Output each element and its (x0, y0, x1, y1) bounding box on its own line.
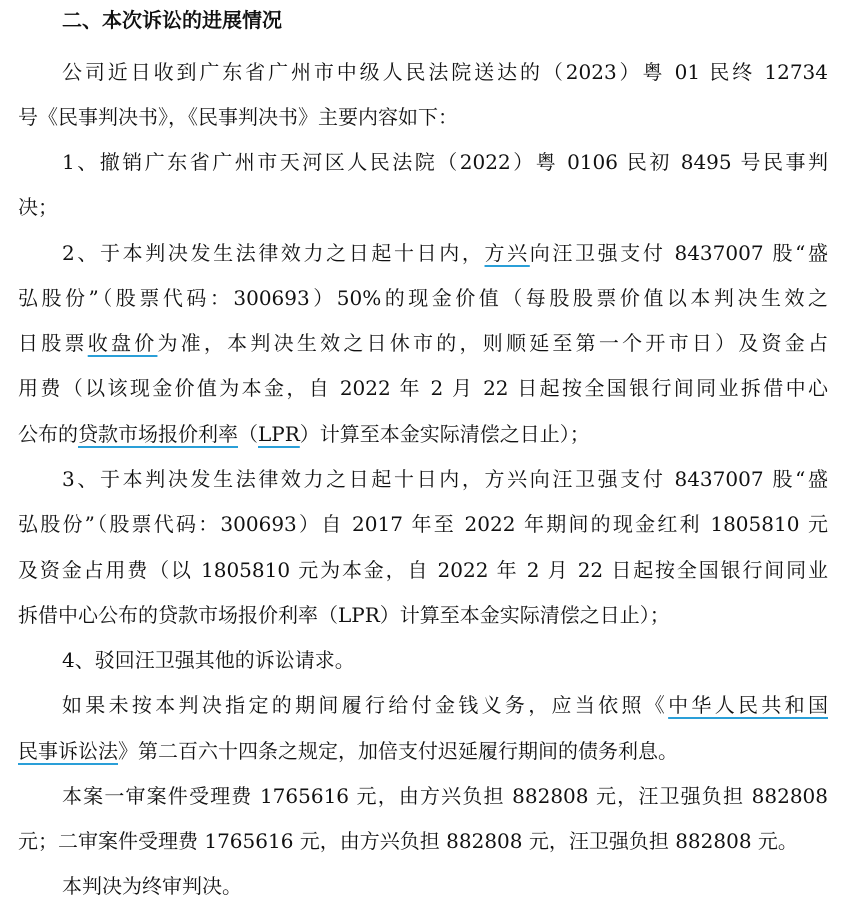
penalty-line-1 (62, 691, 828, 719)
item2-line-3-text: 日股票 (18, 331, 88, 355)
item4-line-1: 4、驳回汪卫强其他的诉讼请求。 (62, 648, 355, 672)
penalty-line-2-rest: 》第二百六十四条之规定，加倍支付迟延履行期间的债务利息。 (118, 739, 678, 763)
intro-line-1: 公司近日收到广东省广州市中级人民法院送达的（2023）粤 01 民终 12734 (62, 60, 828, 84)
item2-line-5 (18, 420, 828, 448)
item3-line-1: 3、于本判决发生法律效力之日起十日内，方兴向汪卫强支付 8437007 股“盛 (62, 467, 828, 491)
link-fangxing[interactable]: 方兴 (484, 241, 530, 265)
item2-line-1-rest: 向汪卫强支付 8437007 股“盛 (529, 241, 828, 265)
item3-line-4: 拆借中心公布的贷款市场报价利率（LPR）计算至本金实际清偿之日止）； (18, 603, 670, 627)
item2-line-2: 弘股份”（股票代码：300693）50%的现金价值（每股股票价值以本判决生效之 (18, 286, 828, 310)
penalty-line-1-text: 如果未按本判决指定的期间履行给付金钱义务，应当依照《 (62, 693, 669, 717)
item2-line-5-text: 公布的 (18, 422, 78, 446)
fees-line-2: 元；二审案件受理费 1765616 元，由方兴负担 882808 元，汪卫强负担 882808 元。 (18, 829, 798, 853)
penalty-line-2 (18, 737, 828, 765)
item3-line-3: 及资金占用费（以 1805810 元为本金，自 2022 年 2 月 22 日起按全国银行间同业 (18, 558, 828, 582)
link-lpr-rate[interactable]: 贷款市场报价利率 (78, 422, 238, 446)
link-civil-procedure-law-2[interactable]: 民事诉讼法 (18, 739, 118, 763)
section-heading: 二、本次诉讼的进展情况 (62, 8, 282, 32)
item2-line-5-rest: ）计算至本金实际清偿之日止）； (299, 422, 590, 446)
item2-line-5-paren: （ (238, 422, 258, 446)
item2-line-1-text: 2、于本判决发生法律效力之日起十日内， (62, 241, 485, 265)
item3-line-2: 弘股份”（股票代码：300693）自 2017 年至 2022 年期间的现金红利 1805810 元 (18, 512, 828, 536)
item2-line-3 (18, 329, 828, 357)
item2-line-4: 用费（以该现金价值为本金，自 2022 年 2 月 22 日起按全国银行间同业拆借中心 (18, 376, 828, 400)
link-lpr[interactable]: LPR (258, 422, 300, 446)
intro-line-2: 号《民事判决书》，《民事判决书》主要内容如下： (18, 105, 458, 129)
item1-line-1: 1、撤销广东省广州市天河区人民法院（2022）粤 0106 民初 8495 号民事判 (62, 150, 828, 174)
link-civil-procedure-law-1[interactable]: 中华人民共和国 (668, 693, 828, 717)
link-closing-price[interactable]: 收盘价 (87, 331, 158, 355)
item2-line-1 (62, 239, 828, 267)
final-line: 本判决为终审判决。 (62, 874, 242, 898)
fees-line-1: 本案一审案件受理费 1765616 元，由方兴负担 882808 元，汪卫强负担 882808 (62, 784, 828, 808)
item2-line-3-rest: 为准，本判决生效之日休市的，则顺延至第一个开市日）及资金占 (157, 331, 828, 355)
item1-line-2: 决； (18, 195, 58, 219)
